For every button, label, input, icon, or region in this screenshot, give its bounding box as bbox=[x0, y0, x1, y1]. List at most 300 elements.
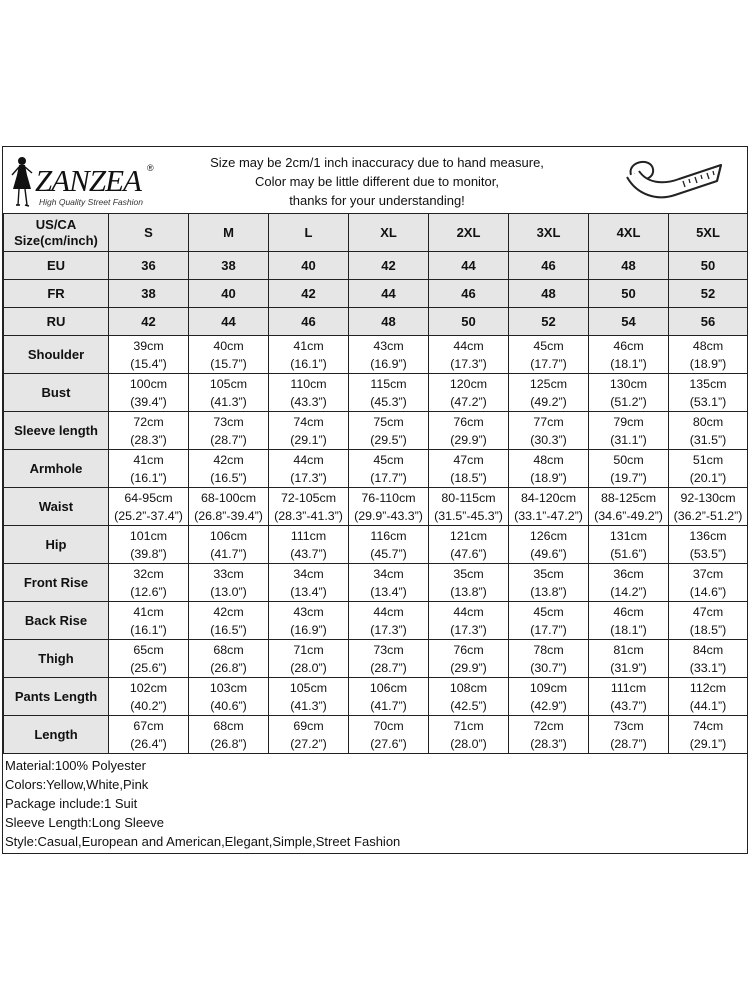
row-label: Front Rise bbox=[4, 564, 109, 602]
size-header: 5XL bbox=[669, 214, 748, 252]
measurement-cell bbox=[589, 336, 669, 374]
inch-value: (39.8”) bbox=[130, 546, 167, 561]
inch-value: (53.1”) bbox=[689, 394, 727, 409]
region-size-cell: 48 bbox=[349, 308, 429, 336]
cm-value: 75cm bbox=[373, 414, 404, 429]
inch-value: (17.7”) bbox=[530, 356, 567, 371]
measurement-cell bbox=[189, 412, 269, 450]
region-size-cell: 44 bbox=[429, 252, 509, 280]
inch-value: (30.7”) bbox=[530, 660, 567, 675]
cm-value: 41cm bbox=[133, 604, 164, 619]
measurement-row bbox=[4, 488, 748, 526]
cm-value: 77cm bbox=[533, 414, 564, 429]
inch-value: (28.3”) bbox=[130, 432, 167, 447]
cm-value: 35cm bbox=[453, 566, 484, 581]
cm-value: 105cm bbox=[289, 680, 328, 695]
measurement-cell bbox=[349, 716, 429, 754]
note-material: Material:100% Polyester bbox=[5, 758, 146, 773]
measurement-cell bbox=[189, 602, 269, 640]
measurement-cell bbox=[189, 716, 269, 754]
cm-value: 34cm bbox=[373, 566, 404, 581]
row-label: Armhole bbox=[4, 450, 109, 488]
inch-value: (18.5”) bbox=[450, 470, 487, 485]
cm-value: 106cm bbox=[369, 680, 408, 695]
measurement-cell bbox=[189, 678, 269, 716]
inch-value: (51.6”) bbox=[610, 546, 647, 561]
inch-value: (18.1”) bbox=[610, 622, 647, 637]
measurement-cell bbox=[429, 336, 509, 374]
cm-value: 135cm bbox=[689, 376, 727, 391]
measurement-cell bbox=[429, 450, 509, 488]
inch-value: (25.6”) bbox=[130, 660, 167, 675]
inch-value: (17.3”) bbox=[370, 622, 407, 637]
inch-value: (51.2”) bbox=[610, 394, 647, 409]
inch-value: (13.8”) bbox=[450, 584, 487, 599]
cm-value: 42cm bbox=[213, 452, 244, 467]
inch-value: (17.7”) bbox=[530, 622, 567, 637]
row-label: FR bbox=[4, 280, 109, 308]
row-label: Bust bbox=[4, 374, 109, 412]
cm-value: 111cm bbox=[290, 528, 327, 543]
size-header: L bbox=[269, 214, 349, 252]
measurement-cell bbox=[589, 450, 669, 488]
cm-value: 42cm bbox=[213, 604, 244, 619]
inch-value: (26.8”) bbox=[210, 736, 247, 751]
region-size-cell: 42 bbox=[109, 308, 189, 336]
cm-value: 80-115cm bbox=[441, 490, 496, 505]
region-size-row bbox=[4, 252, 748, 280]
inch-value: (41.3”) bbox=[210, 394, 247, 409]
cm-value: 41cm bbox=[293, 338, 324, 353]
cm-value: 44cm bbox=[373, 604, 404, 619]
measurement-cell bbox=[669, 640, 748, 678]
measurement-cell bbox=[189, 450, 269, 488]
measurement-cell bbox=[269, 602, 349, 640]
measurement-cell bbox=[509, 374, 589, 412]
measurement-row bbox=[4, 564, 748, 602]
measurement-row bbox=[4, 716, 748, 754]
inch-value: (17.7”) bbox=[370, 470, 407, 485]
measurement-cell bbox=[109, 450, 189, 488]
measurement-cell bbox=[429, 374, 509, 412]
cm-value: 46cm bbox=[613, 604, 644, 619]
measurement-cell bbox=[349, 412, 429, 450]
size-header: M bbox=[189, 214, 269, 252]
measurement-cell bbox=[269, 716, 349, 754]
inch-value: (16.1”) bbox=[130, 622, 167, 637]
cm-value: 34cm bbox=[293, 566, 324, 581]
measurement-cell bbox=[429, 678, 509, 716]
cm-value: 44cm bbox=[453, 604, 484, 619]
measurement-row bbox=[4, 602, 748, 640]
inch-value: (16.5”) bbox=[210, 622, 247, 637]
measurement-cell bbox=[349, 526, 429, 564]
measurement-notice bbox=[163, 153, 591, 210]
cm-value: 47cm bbox=[453, 452, 484, 467]
row-label: EU bbox=[4, 252, 109, 280]
inch-value: (42.9”) bbox=[530, 698, 567, 713]
measurement-cell bbox=[509, 716, 589, 754]
cm-value: 102cm bbox=[129, 680, 168, 695]
inch-value: (28.7”) bbox=[610, 736, 647, 751]
measurement-cell bbox=[509, 602, 589, 640]
measurement-cell bbox=[189, 374, 269, 412]
inch-value: (26.4”) bbox=[130, 736, 167, 751]
measurement-cell bbox=[669, 488, 748, 526]
measurement-cell bbox=[109, 678, 189, 716]
region-size-cell: 42 bbox=[349, 252, 429, 280]
region-size-cell: 44 bbox=[189, 308, 269, 336]
measurement-cell bbox=[189, 488, 269, 526]
measurement-cell bbox=[509, 336, 589, 374]
cm-value: 112cm bbox=[689, 680, 727, 695]
inch-value: (43.7”) bbox=[290, 546, 327, 561]
product-notes bbox=[3, 753, 747, 851]
corner-cell bbox=[4, 214, 109, 252]
inch-value: (28.0”) bbox=[290, 660, 327, 675]
measurement-cell bbox=[349, 336, 429, 374]
cm-value: 71cm bbox=[293, 642, 324, 657]
inch-value: (16.1”) bbox=[130, 470, 167, 485]
row-label: Waist bbox=[4, 488, 109, 526]
cm-value: 81cm bbox=[613, 642, 644, 657]
cm-value: 92-130cm bbox=[680, 490, 736, 505]
inch-value: (15.7”) bbox=[210, 356, 247, 371]
cm-value: 74cm bbox=[692, 718, 724, 733]
size-header-row bbox=[4, 214, 748, 252]
cm-value: 111cm bbox=[610, 680, 647, 695]
cm-value: 73cm bbox=[373, 642, 404, 657]
inch-value: (15.4”) bbox=[130, 356, 167, 371]
cm-value: 120cm bbox=[449, 376, 488, 391]
brand-name: ZANZEA bbox=[35, 163, 141, 198]
inch-value: (44.1”) bbox=[689, 698, 727, 713]
cm-value: 43cm bbox=[373, 338, 404, 353]
measurement-cell bbox=[269, 374, 349, 412]
measurement-cell bbox=[109, 336, 189, 374]
measurement-cell bbox=[429, 564, 509, 602]
inch-value: (16.1”) bbox=[290, 356, 327, 371]
cm-value: 46cm bbox=[613, 338, 644, 353]
cm-value: 48cm bbox=[692, 338, 724, 353]
region-size-cell: 40 bbox=[269, 252, 349, 280]
measurement-cell bbox=[589, 564, 669, 602]
row-label: Length bbox=[4, 716, 109, 754]
inch-value: (13.8”) bbox=[530, 584, 567, 599]
inch-value: (31.1”) bbox=[610, 432, 647, 447]
cm-value: 74cm bbox=[293, 414, 324, 429]
measurement-cell bbox=[189, 564, 269, 602]
measurement-cell bbox=[589, 488, 669, 526]
cm-value: 72-105cm bbox=[280, 490, 337, 505]
region-size-cell: 42 bbox=[269, 280, 349, 308]
cm-value: 88-125cm bbox=[600, 490, 657, 505]
measurement-cell bbox=[669, 336, 748, 374]
inch-value: (41.3”) bbox=[290, 698, 327, 713]
inch-value: (33.1”-47.2”) bbox=[514, 508, 583, 523]
inch-value: (34.6”-49.2”) bbox=[594, 508, 663, 523]
notice-line-1: Size may be 2cm/1 inch inaccuracy due to hand measure, bbox=[210, 155, 544, 170]
cm-value: 136cm bbox=[689, 528, 727, 543]
inch-value: (29.9”-43.3”) bbox=[354, 508, 423, 523]
inch-value: (27.2”) bbox=[290, 736, 327, 751]
region-size-cell: 46 bbox=[429, 280, 509, 308]
cm-value: 76-110cm bbox=[361, 490, 416, 505]
region-size-cell: 50 bbox=[669, 252, 748, 280]
region-size-cell: 54 bbox=[589, 308, 669, 336]
measurement-row bbox=[4, 526, 748, 564]
measurement-cell bbox=[509, 640, 589, 678]
cm-value: 67cm bbox=[133, 718, 164, 733]
inch-value: (25.2”-37.4”) bbox=[114, 508, 183, 523]
measurement-cell bbox=[669, 602, 748, 640]
fashion-figure-icon bbox=[9, 155, 35, 209]
cm-value: 43cm bbox=[293, 604, 324, 619]
measurement-cell bbox=[509, 488, 589, 526]
measurement-cell bbox=[669, 450, 748, 488]
cm-value: 48cm bbox=[533, 452, 564, 467]
cm-value: 106cm bbox=[209, 528, 248, 543]
inch-value: (40.2”) bbox=[130, 698, 167, 713]
cm-value: 72cm bbox=[533, 718, 564, 733]
inch-value: (29.1”) bbox=[290, 432, 327, 447]
cm-value: 45cm bbox=[373, 452, 404, 467]
measurement-cell bbox=[189, 336, 269, 374]
cm-value: 116cm bbox=[370, 528, 407, 543]
region-size-row bbox=[4, 280, 748, 308]
region-size-cell: 40 bbox=[189, 280, 269, 308]
inch-value: (26.8”) bbox=[210, 660, 247, 675]
size-header: S bbox=[109, 214, 189, 252]
inch-value: (13.4”) bbox=[370, 584, 407, 599]
measurement-cell bbox=[269, 640, 349, 678]
cm-value: 71cm bbox=[453, 718, 484, 733]
inch-value: (43.3”) bbox=[290, 394, 327, 409]
row-label: Sleeve length bbox=[4, 412, 109, 450]
cm-value: 84-120cm bbox=[520, 490, 577, 505]
cm-value: 41cm bbox=[133, 452, 164, 467]
cm-value: 115cm bbox=[370, 376, 407, 391]
brand-tagline: High Quality Street Fashion bbox=[39, 197, 143, 207]
measurement-cell bbox=[669, 526, 748, 564]
row-label: Back Rise bbox=[4, 602, 109, 640]
measurement-cell bbox=[589, 412, 669, 450]
note-style: Style:Casual,European and American,Elegant,Simple,Street Fashion bbox=[5, 834, 401, 849]
measurement-cell bbox=[429, 640, 509, 678]
measurement-cell bbox=[509, 678, 589, 716]
inch-value: (17.3”) bbox=[450, 356, 487, 371]
region-size-cell: 50 bbox=[589, 280, 669, 308]
inch-value: (47.2”) bbox=[450, 394, 487, 409]
measurement-cell bbox=[109, 640, 189, 678]
cm-value: 73cm bbox=[213, 414, 244, 429]
inch-value: (20.1”) bbox=[689, 470, 727, 485]
measurement-cell bbox=[109, 488, 189, 526]
region-size-row bbox=[4, 308, 748, 336]
measurement-cell bbox=[189, 640, 269, 678]
measurement-row bbox=[4, 450, 748, 488]
inch-value: (30.3”) bbox=[530, 432, 567, 447]
inch-value: (14.2”) bbox=[610, 584, 647, 599]
measurement-cell bbox=[429, 602, 509, 640]
inch-value: (26.8”-39.4”) bbox=[194, 508, 263, 523]
inch-value: (16.9”) bbox=[290, 622, 327, 637]
inch-value: (28.3”-41.3”) bbox=[274, 508, 343, 523]
measurement-cell bbox=[669, 564, 748, 602]
inch-value: (17.3”) bbox=[290, 470, 327, 485]
inch-value: (53.5”) bbox=[689, 546, 727, 561]
inch-value: (41.7”) bbox=[210, 546, 247, 561]
cm-value: 40cm bbox=[213, 338, 244, 353]
cm-value: 84cm bbox=[692, 642, 724, 657]
measurement-cell bbox=[269, 678, 349, 716]
cm-value: 103cm bbox=[209, 680, 248, 695]
measurement-cell bbox=[269, 336, 349, 374]
cm-value: 79cm bbox=[613, 414, 644, 429]
inch-value: (33.1”) bbox=[689, 660, 727, 675]
measurement-cell bbox=[269, 488, 349, 526]
size-header: 4XL bbox=[589, 214, 669, 252]
measurement-cell bbox=[509, 526, 589, 564]
measurement-cell bbox=[109, 602, 189, 640]
cm-value: 33cm bbox=[213, 566, 244, 581]
measurement-row bbox=[4, 336, 748, 374]
measurement-cell bbox=[589, 678, 669, 716]
row-label: Pants Length bbox=[4, 678, 109, 716]
measurement-cell bbox=[429, 716, 509, 754]
row-label: Hip bbox=[4, 526, 109, 564]
inch-value: (40.6”) bbox=[210, 698, 247, 713]
cm-value: 131cm bbox=[609, 528, 648, 543]
cm-value: 105cm bbox=[209, 376, 248, 391]
measurement-cell bbox=[269, 526, 349, 564]
cm-value: 109cm bbox=[529, 680, 568, 695]
cm-value: 44cm bbox=[453, 338, 484, 353]
region-size-cell: 48 bbox=[589, 252, 669, 280]
inch-value: (18.1”) bbox=[610, 356, 647, 371]
cm-value: 130cm bbox=[609, 376, 648, 391]
inch-value: (14.6”) bbox=[689, 584, 727, 599]
inch-value: (13.4”) bbox=[290, 584, 327, 599]
inch-value: (45.7”) bbox=[370, 546, 407, 561]
measurement-cell bbox=[269, 564, 349, 602]
cm-value: 35cm bbox=[533, 566, 564, 581]
cm-value: 125cm bbox=[529, 376, 568, 391]
measurement-cell bbox=[349, 488, 429, 526]
measurement-cell bbox=[589, 716, 669, 754]
cm-value: 45cm bbox=[533, 338, 564, 353]
measurement-cell bbox=[349, 564, 429, 602]
cm-value: 76cm bbox=[453, 642, 484, 657]
cm-value: 50cm bbox=[613, 452, 644, 467]
cm-value: 78cm bbox=[533, 642, 564, 657]
inch-value: (45.3”) bbox=[370, 394, 407, 409]
cm-value: 39cm bbox=[133, 338, 164, 353]
notice-line-3: thanks for your understanding! bbox=[289, 193, 465, 208]
region-size-cell: 56 bbox=[669, 308, 748, 336]
size-table bbox=[3, 213, 748, 754]
inch-value: (47.6”) bbox=[450, 546, 487, 561]
measurement-cell bbox=[109, 564, 189, 602]
cm-value: 51cm bbox=[692, 452, 724, 467]
inch-value: (31.5”-45.3”) bbox=[434, 508, 503, 523]
inch-value: (41.7”) bbox=[370, 698, 407, 713]
inch-value: (18.5”) bbox=[689, 622, 727, 637]
size-header: 2XL bbox=[429, 214, 509, 252]
size-header: XL bbox=[349, 214, 429, 252]
inch-value: (18.9”) bbox=[530, 470, 567, 485]
brand-logo bbox=[9, 153, 159, 209]
cm-value: 45cm bbox=[533, 604, 564, 619]
measurement-cell bbox=[509, 450, 589, 488]
inch-value: (43.7”) bbox=[610, 698, 647, 713]
cm-value: 126cm bbox=[529, 528, 568, 543]
measurement-cell bbox=[589, 374, 669, 412]
inch-value: (16.9”) bbox=[370, 356, 407, 371]
measurement-cell bbox=[669, 412, 748, 450]
row-label: Thigh bbox=[4, 640, 109, 678]
note-colors: Colors:Yellow,White,Pink bbox=[5, 777, 149, 792]
inch-value: (29.9”) bbox=[450, 660, 487, 675]
measurement-cell bbox=[429, 488, 509, 526]
region-size-cell: 44 bbox=[349, 280, 429, 308]
region-size-cell: 52 bbox=[669, 280, 748, 308]
region-size-cell: 38 bbox=[109, 280, 189, 308]
inch-value: (28.7”) bbox=[210, 432, 247, 447]
corner-label-unit: Size(cm/inch) bbox=[14, 232, 98, 248]
cm-value: 80cm bbox=[692, 414, 724, 429]
note-sleeve-length: Sleeve Length:Long Sleeve bbox=[5, 815, 165, 830]
inch-value: (42.5”) bbox=[450, 698, 487, 713]
size-header: 3XL bbox=[509, 214, 589, 252]
measurement-cell bbox=[269, 450, 349, 488]
notice-line-2: Color may be little different due to monitor, bbox=[255, 174, 499, 189]
measuring-tape-icon bbox=[617, 151, 727, 209]
measurement-cell bbox=[429, 412, 509, 450]
row-label: RU bbox=[4, 308, 109, 336]
measurement-row bbox=[4, 640, 748, 678]
region-size-cell: 46 bbox=[509, 252, 589, 280]
cm-value: 101cm bbox=[129, 528, 168, 543]
measurement-cell bbox=[669, 716, 748, 754]
inch-value: (28.7”) bbox=[370, 660, 407, 675]
cm-value: 72cm bbox=[133, 414, 164, 429]
inch-value: (49.6”) bbox=[530, 546, 567, 561]
inch-value: (28.0”) bbox=[450, 736, 487, 751]
region-size-cell: 52 bbox=[509, 308, 589, 336]
measurement-row bbox=[4, 412, 748, 450]
cm-value: 36cm bbox=[613, 566, 644, 581]
note-package: Package include:1 Suit bbox=[5, 796, 138, 811]
inch-value: (31.5”) bbox=[689, 432, 727, 447]
inch-value: (29.9”) bbox=[450, 432, 487, 447]
region-size-cell: 50 bbox=[429, 308, 509, 336]
measurement-cell bbox=[189, 526, 269, 564]
registered-mark: ® bbox=[147, 163, 154, 173]
cm-value: 44cm bbox=[293, 452, 324, 467]
cm-value: 110cm bbox=[290, 376, 327, 391]
measurement-cell bbox=[109, 374, 189, 412]
measurement-cell bbox=[109, 716, 189, 754]
inch-value: (28.3”) bbox=[530, 736, 567, 751]
measurement-cell bbox=[349, 678, 429, 716]
chart-header bbox=[3, 147, 747, 214]
inch-value: (49.2”) bbox=[530, 394, 567, 409]
cm-value: 100cm bbox=[129, 376, 168, 391]
measurement-cell bbox=[349, 602, 429, 640]
measurement-row bbox=[4, 374, 748, 412]
cm-value: 73cm bbox=[613, 718, 644, 733]
